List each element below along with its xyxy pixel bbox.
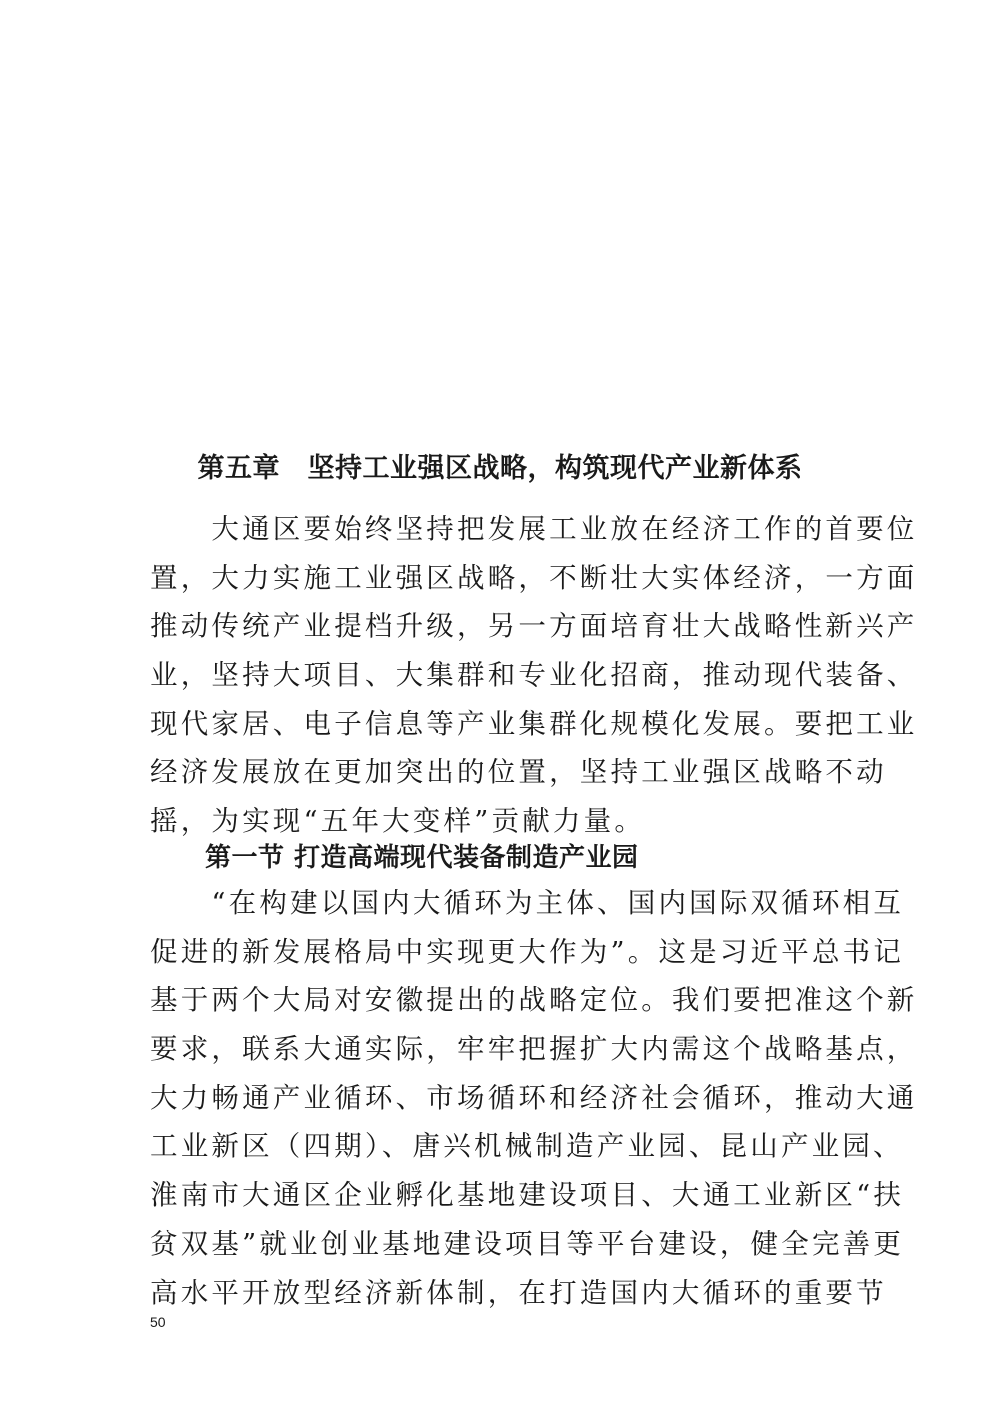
paragraph-2	[150, 879, 918, 1317]
paragraph-line: 贫双基”就业创业基地建设项目等平台建设，健全完善更	[150, 1227, 905, 1260]
paragraph-line: 促进的新发展格局中实现更大作为”。这是习近平总书记	[150, 935, 905, 968]
paragraph-line: 现代家居、电子信息等产业集群化规模化发展。要把工业	[150, 707, 918, 740]
paragraph-line: 业，坚持大项目、大集群和专业化招商，推动现代装备、	[150, 659, 918, 692]
paragraph-line: 摇，为实现“五年大变样”贡献力量。	[150, 805, 646, 838]
section-title: 第一节 打造高端现代装备制造产业园	[205, 843, 639, 873]
page-number: 50	[150, 1314, 166, 1330]
paragraph-line: 经济发展放在更加突出的位置，坚持工业强区战略不动	[150, 756, 887, 789]
paragraph-line: “在构建以国内大循环为主体、国内国际双循环相互	[150, 887, 905, 919]
paragraph-line: 高水平开放型经济新体制，在打造国内大循环的重要节	[150, 1276, 887, 1309]
paragraph-1	[150, 505, 918, 846]
paragraph-line: 大通区要始终坚持把发展工业放在经济工作的首要位	[150, 513, 918, 545]
paragraph-line: 推动传统产业提档升级，另一方面培育壮大战略性新兴产	[150, 610, 918, 643]
paragraph-line: 要求，联系大通实际，牢牢把握扩大内需这个战略基点，	[150, 1033, 918, 1066]
paragraph-line: 置，大力实施工业强区战略，不断壮大实体经济，一方面	[150, 561, 918, 594]
paragraph-line: 淮南市大通区企业孵化基地建设项目、大通工业新区“扶	[150, 1179, 905, 1212]
paragraph-line: 大力畅通产业循环、市场循环和经济社会循环，推动大通	[150, 1081, 918, 1114]
chapter-title: 第五章 坚持工业强区战略，构筑现代产业新体系	[197, 453, 803, 484]
paragraph-line: 基于两个大局对安徽提出的战略定位。我们要把准这个新	[150, 984, 918, 1017]
paragraph-line: 工业新区（四期）、唐兴机械制造产业园、昆山产业园、	[150, 1130, 904, 1163]
